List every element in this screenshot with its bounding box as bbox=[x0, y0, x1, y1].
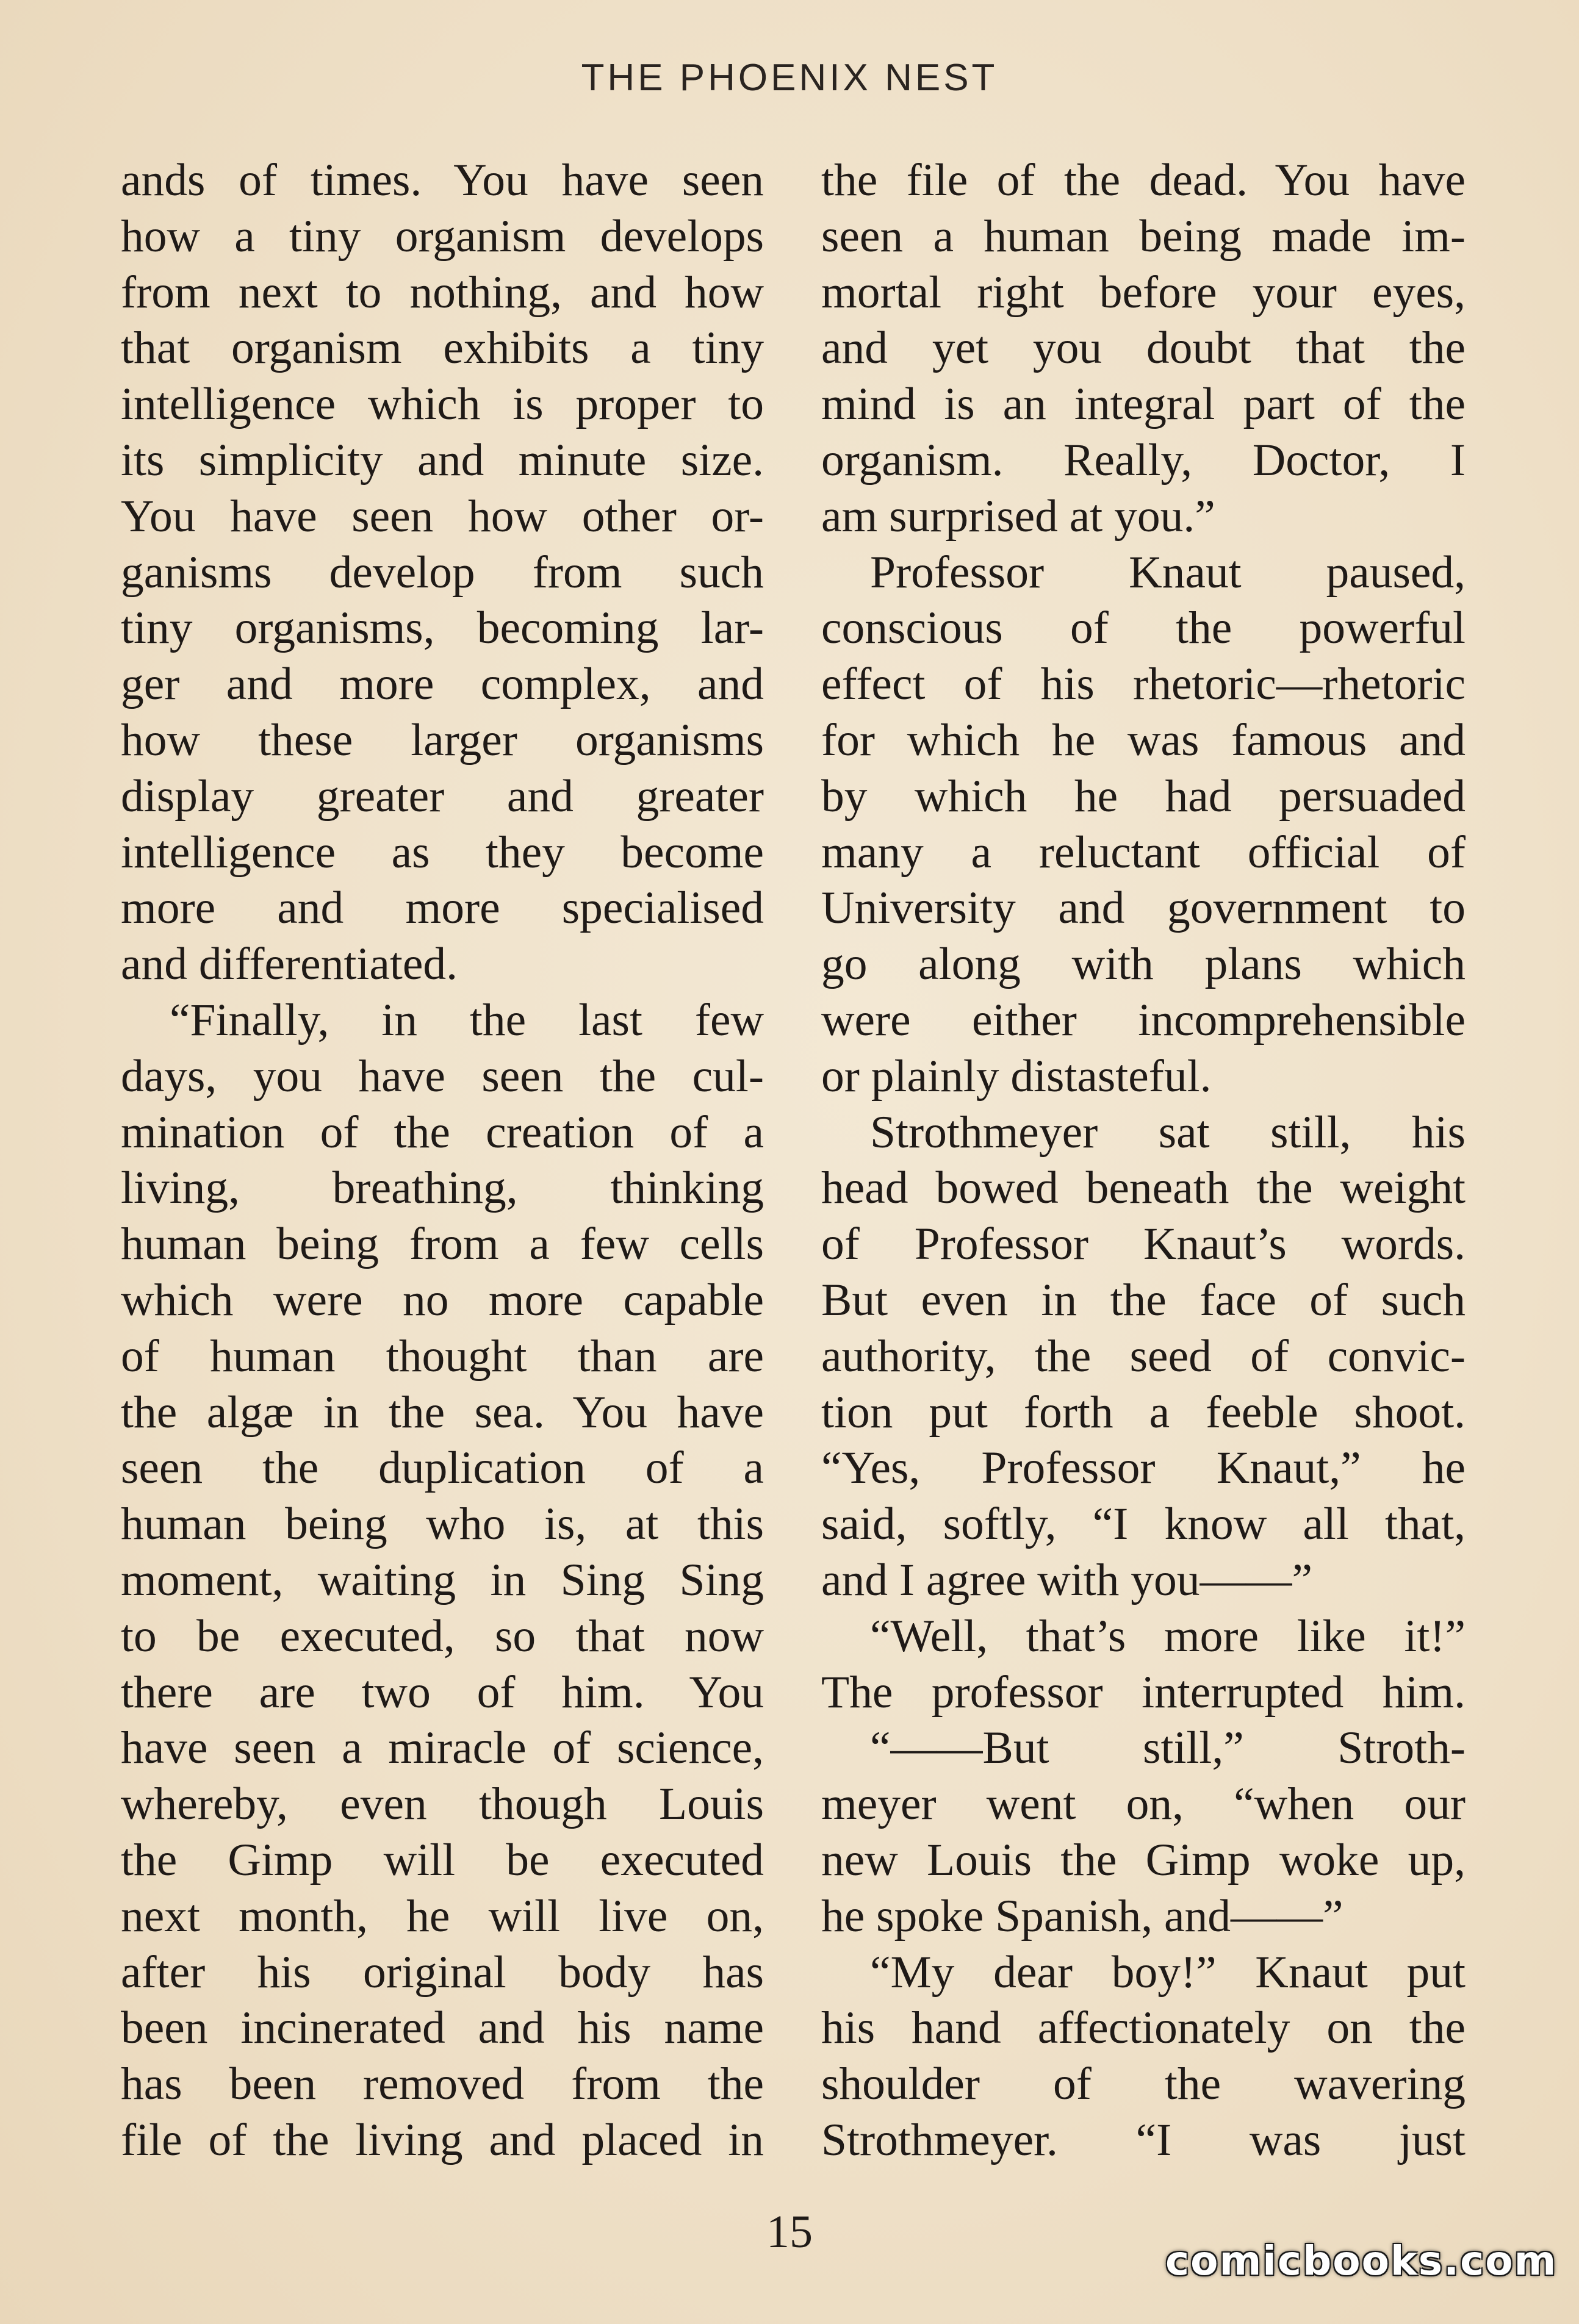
text-line: were either incomprehensible bbox=[821, 994, 1466, 1045]
text-line: meyer went on, “when our bbox=[821, 1779, 1466, 1830]
text-line: ger and more complex, and bbox=[121, 659, 764, 710]
text-line: from next to nothing, and how bbox=[121, 267, 764, 318]
page-number: 15 bbox=[766, 2206, 813, 2258]
text-line: Strothmeyer sat still, his bbox=[870, 1106, 1466, 1158]
text-line: mination of the creation of a bbox=[121, 1106, 764, 1158]
text-line: his hand affectionately on the bbox=[821, 2003, 1466, 2054]
text-line: and differentiated. bbox=[121, 939, 458, 990]
text-line: been incinerated and his name bbox=[121, 2003, 764, 2054]
text-line: of Professor Knaut’s words. bbox=[821, 1219, 1466, 1270]
text-line: living, breathing, thinking bbox=[121, 1163, 764, 1214]
text-line: which were no more capable bbox=[121, 1274, 764, 1325]
left-text-column bbox=[121, 152, 764, 2168]
text-line: by which he had persuaded bbox=[821, 770, 1466, 822]
text-line: the Gimp will be executed bbox=[121, 1834, 764, 1885]
text-line: Strothmeyer. “I was just bbox=[821, 2114, 1466, 2165]
text-line: the file of the dead. You have bbox=[821, 155, 1466, 206]
text-line: after his original body has bbox=[121, 1946, 764, 1998]
text-line: conscious of the powerful bbox=[821, 603, 1466, 654]
text-line: and I agree with you——” bbox=[821, 1554, 1313, 1605]
text-line: many a reluctant official of bbox=[821, 827, 1466, 878]
text-line: the algæ in the sea. You have bbox=[121, 1386, 764, 1438]
text-line: more and more specialised bbox=[121, 883, 764, 934]
text-line: human being from a few cells bbox=[121, 1219, 764, 1270]
text-line: “Yes, Professor Knaut,” he bbox=[821, 1443, 1466, 1494]
text-line: ands of times. You have seen bbox=[121, 155, 764, 206]
site-watermark: comicbooks.com bbox=[1165, 2237, 1558, 2284]
text-line: its simplicity and minute size. bbox=[121, 434, 764, 486]
text-line: mind is an integral part of the bbox=[821, 379, 1466, 430]
text-line: said, softly, “I know all that, bbox=[821, 1499, 1466, 1550]
text-line: has been removed from the bbox=[121, 2059, 764, 2110]
text-line: intelligence which is proper to bbox=[121, 379, 764, 430]
text-line: University and government to bbox=[821, 883, 1466, 934]
text-line: next month, he will live on, bbox=[121, 1890, 764, 1942]
text-line: effect of his rhetoric—rhetoric bbox=[821, 659, 1466, 710]
text-line: days, you have seen the cul- bbox=[121, 1050, 764, 1102]
text-line: of human thought than are bbox=[121, 1330, 764, 1382]
text-line: that organism exhibits a tiny bbox=[121, 323, 764, 374]
text-line: mortal right before your eyes, bbox=[821, 267, 1466, 318]
text-line: seen the duplication of a bbox=[121, 1443, 764, 1494]
text-line: or plainly distasteful. bbox=[821, 1050, 1212, 1102]
text-line: seen a human being made im- bbox=[821, 210, 1466, 262]
text-line: he spoke Spanish, and——” bbox=[821, 1890, 1343, 1942]
running-title: THE PHOENIX NEST bbox=[581, 57, 998, 99]
text-line: The professor interrupted him. bbox=[821, 1666, 1466, 1718]
text-line: ganisms develop from such bbox=[121, 547, 764, 598]
text-line: tion put forth a feeble shoot. bbox=[821, 1386, 1466, 1438]
text-line: to be executed, so that now bbox=[121, 1610, 764, 1662]
text-line: intelligence as they become bbox=[121, 827, 764, 878]
text-line: am surprised at you.” bbox=[821, 490, 1215, 542]
text-line: head bowed beneath the weight bbox=[821, 1163, 1466, 1214]
text-line: have seen a miracle of science, bbox=[121, 1723, 764, 1774]
text-line: and yet you doubt that the bbox=[821, 323, 1466, 374]
text-line: for which he was famous and bbox=[821, 714, 1466, 766]
text-line: You have seen how other or- bbox=[121, 490, 764, 542]
text-line: “Finally, in the last few bbox=[170, 994, 764, 1045]
right-text-column bbox=[821, 152, 1466, 2168]
text-line: shoulder of the wavering bbox=[821, 2059, 1466, 2110]
text-line: how these larger organisms bbox=[121, 714, 764, 766]
text-line: go along with plans which bbox=[821, 939, 1466, 990]
text-line: “My dear boy!” Knaut put bbox=[870, 1946, 1466, 1998]
text-line: how a tiny organism develops bbox=[121, 210, 764, 262]
text-line: authority, the seed of convic- bbox=[821, 1330, 1466, 1382]
text-line: tiny organisms, becoming lar- bbox=[121, 603, 764, 654]
text-line: Professor Knaut paused, bbox=[870, 547, 1466, 598]
text-line: organism. Really, Doctor, I bbox=[821, 434, 1466, 486]
text-line: display greater and greater bbox=[121, 770, 764, 822]
text-line: “Well, that’s more like it!” bbox=[870, 1610, 1466, 1662]
text-line: human being who is, at this bbox=[121, 1499, 764, 1550]
text-line: But even in the face of such bbox=[821, 1274, 1466, 1325]
text-line: file of the living and placed in bbox=[121, 2114, 764, 2165]
text-line: new Louis the Gimp woke up, bbox=[821, 1834, 1466, 1885]
text-line: “——But still,” Stroth- bbox=[870, 1723, 1466, 1774]
text-line: there are two of him. You bbox=[121, 1666, 764, 1718]
text-line: moment, waiting in Sing Sing bbox=[121, 1554, 764, 1605]
text-line: whereby, even though Louis bbox=[121, 1779, 764, 1830]
